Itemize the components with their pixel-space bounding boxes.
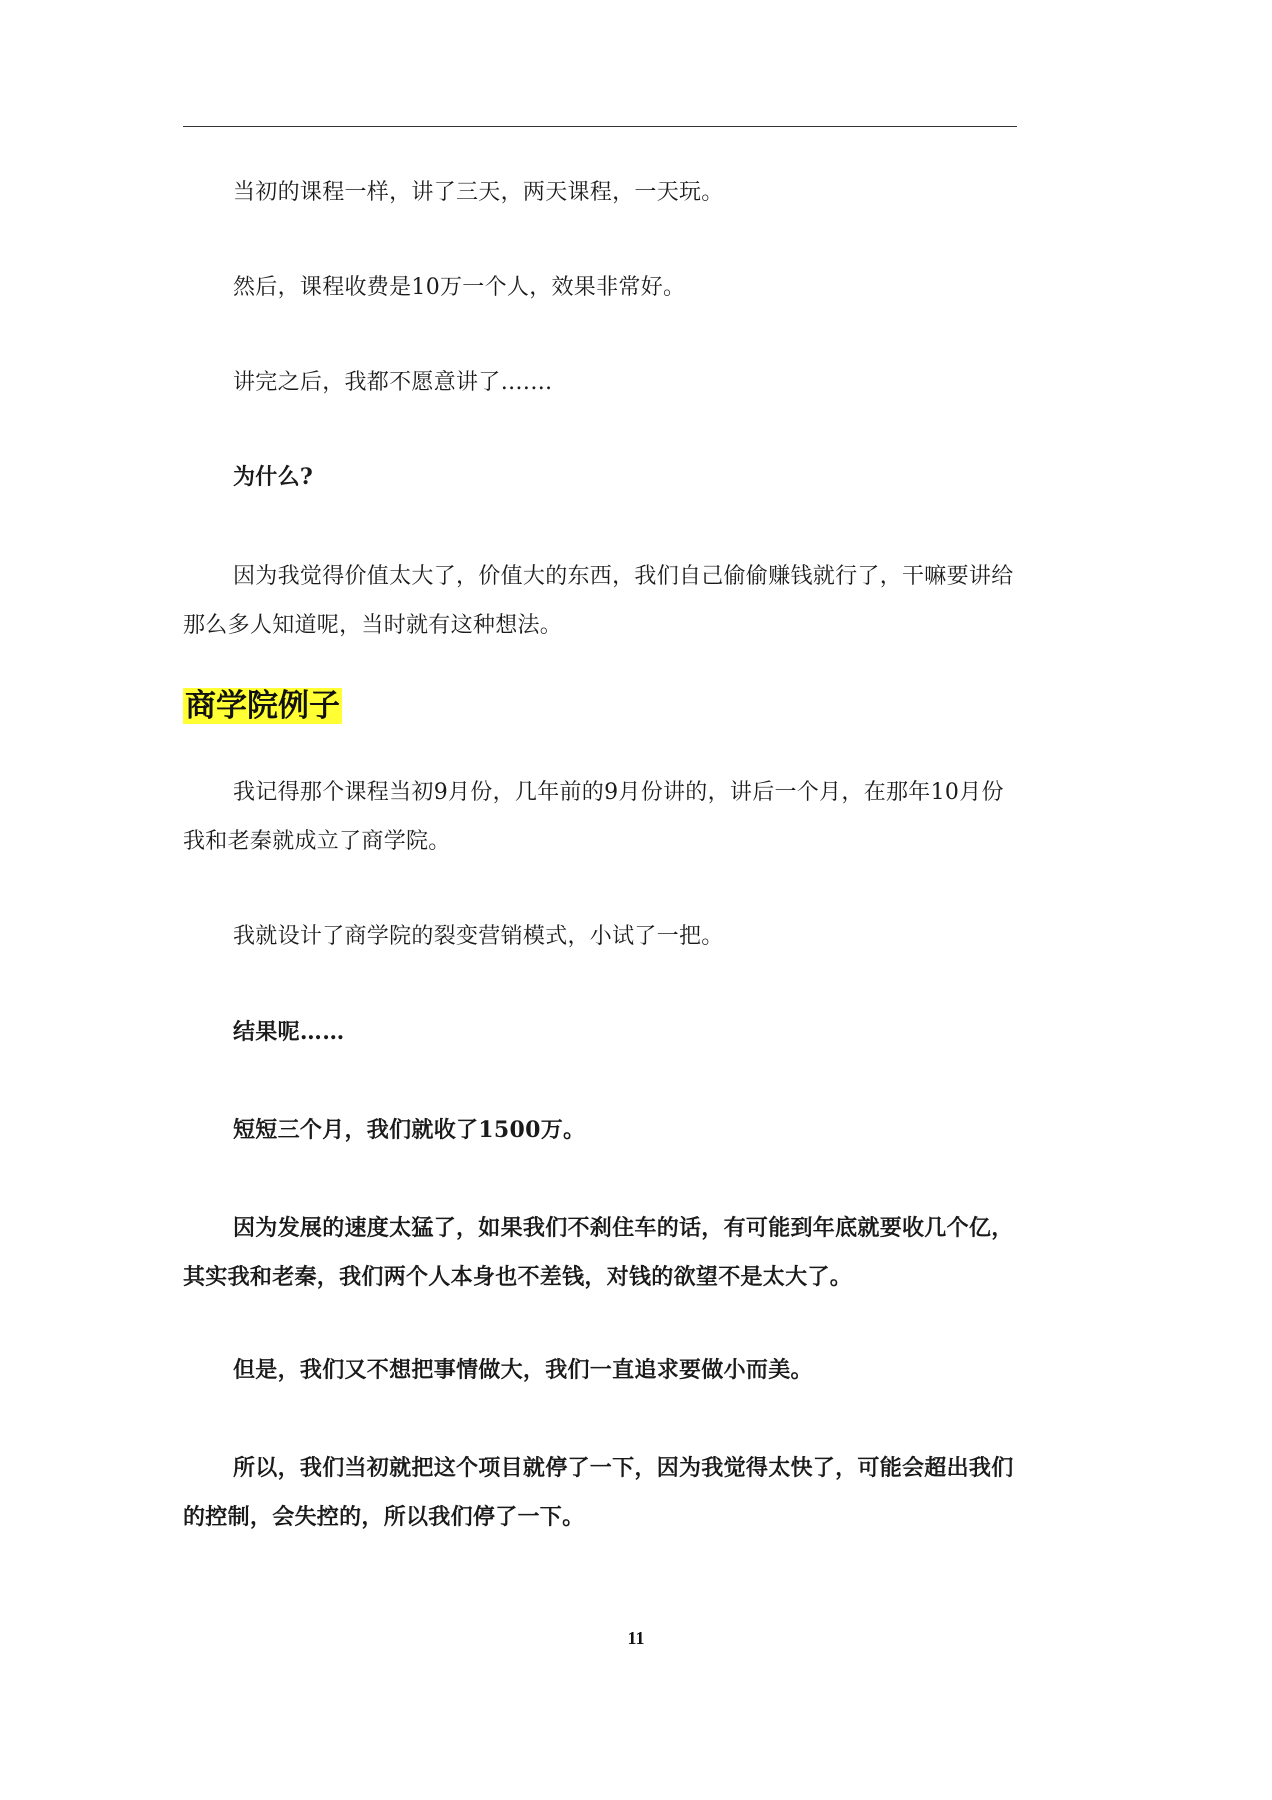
- paragraph-reason: 因为我觉得价值太大了，价值大的东西，我们自己偷偷赚钱就行了，干嘛要讲给那么多人知道呢，当时就有这种想法。: [183, 564, 1014, 638]
- paragraph-course-fee: 然后，课程收费是10万一个人，效果非常好。: [233, 275, 686, 300]
- paragraph-revenue: 短短三个月，我们就收了1500万。: [233, 1117, 586, 1143]
- paragraph-reluctant: 讲完之后，我都不愿意讲了….…: [233, 370, 553, 395]
- paragraph-small-beautiful: 但是，我们又不想把事情做大，我们一直追求要做小而美。: [233, 1357, 813, 1383]
- paragraph-result: 结果呢……: [233, 1019, 345, 1045]
- section-heading-text: 商学院例子: [185, 688, 340, 724]
- paragraph-why: 为什么?: [233, 464, 314, 490]
- paragraph-business-school-founded: 我记得那个课程当初9月份，几年前的9月份讲的，讲后一个月，在那年10月份我和老秦就成立了商学院。: [183, 780, 1004, 854]
- paragraph-growth-speed: 因为发展的速度太猛了，如果我们不刹住车的话，有可能到年底就要收几个亿，其实我和老秦，我们两个人本身也不差钱，对钱的欲望不是太大了。: [183, 1215, 1014, 1290]
- paragraph-fission-marketing: 我就设计了商学院的裂变营销模式，小试了一把。: [233, 924, 724, 949]
- section-heading: [183, 683, 342, 729]
- paragraph-course-schedule: 当初的课程一样，讲了三天，两天课程，一天玩。: [233, 180, 724, 205]
- page-number: 11: [627, 1628, 645, 1648]
- paragraph-paused: 所以，我们当初就把这个项目就停了一下，因为我觉得太快了，可能会超出我们的控制，会失控的，所以我们停了一下。: [183, 1455, 1014, 1530]
- header-rule: [183, 126, 1017, 127]
